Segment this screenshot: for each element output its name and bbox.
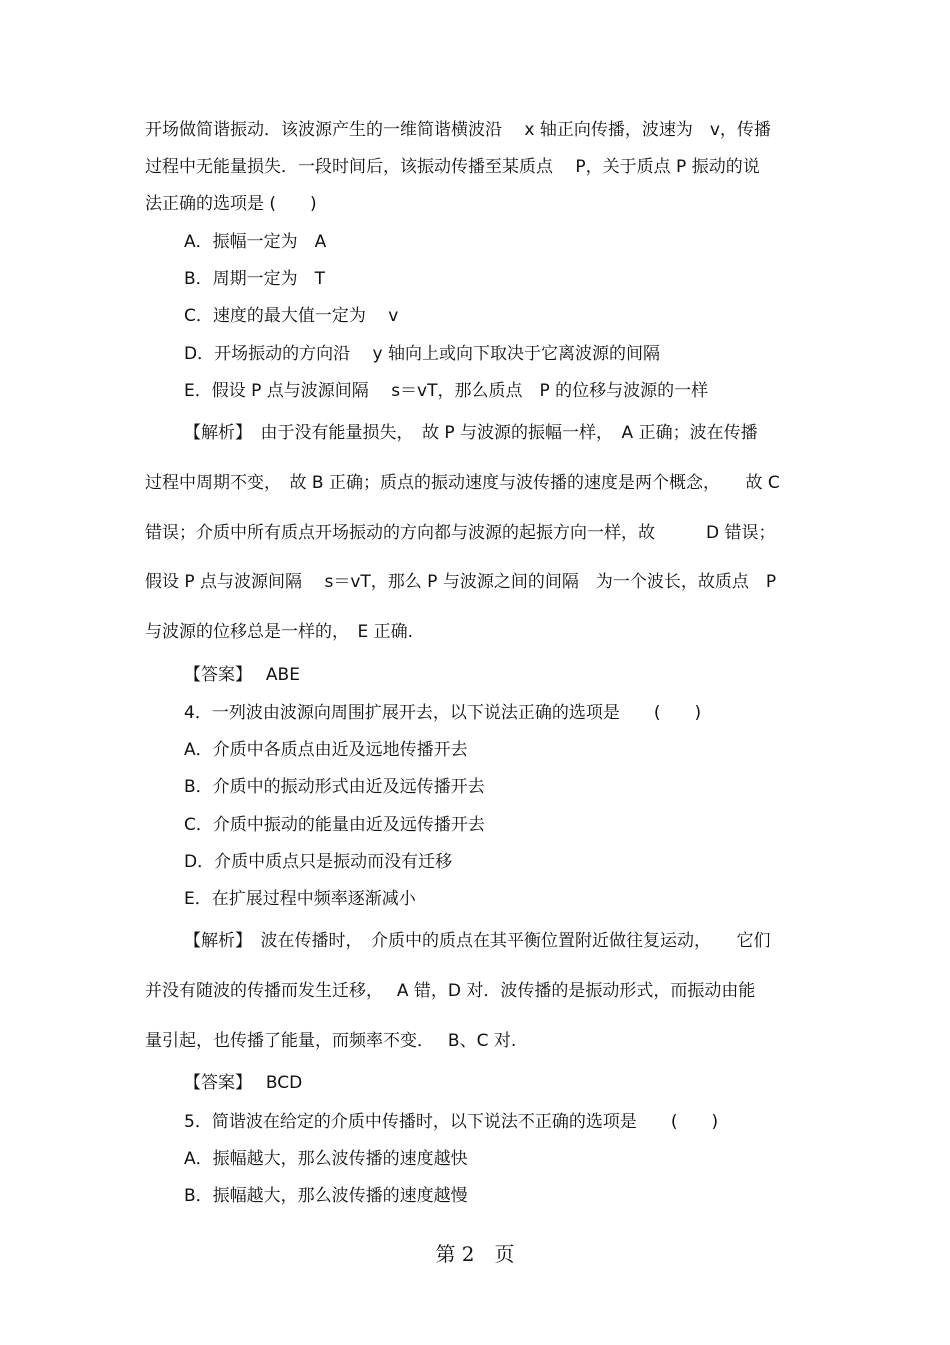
q3-option-e: E．假设 P 点与波源间隔 s＝vT，那么质点 P 的位移与波源的一样 <box>184 381 709 401</box>
q3-option-a: A．振幅一定为 A <box>184 232 327 252</box>
q3-analysis-line: 假设 P 点与波源间隔 s＝vT，那么 P 与波源之间的间隔 为一个波长，故质点 P <box>145 572 777 592</box>
q3-analysis-line: 过程中周期不变， 故 B 正确；质点的振动速度与波传播的速度是两个概念， 故 C <box>145 473 780 493</box>
q3-analysis-line: 【解析】 由于没有能量损失， 故 P 与波源的振幅一样， A 正确；波在传播 <box>184 423 758 443</box>
q4-option-a: A．介质中各质点由近及远地传播开去 <box>184 740 468 760</box>
q3-stem-line: 过程中无能量损失．一段时间后，该振动传播至某质点 P，关于质点 P 振动的说 <box>145 157 760 177</box>
q5-stem: 5．简谐波在给定的介质中传播时，以下说法不正确的选项是 ( ) <box>184 1112 719 1132</box>
q5-option-b: B．振幅越大，那么波传播的速度越慢 <box>184 1186 468 1206</box>
q3-stem-line: 法正确的选项是 ( ) <box>145 194 317 214</box>
page-number: 第 2 页 <box>435 1242 515 1266</box>
q4-analysis-line: 【解析】 波在传播时， 介质中的质点在其平衡位置附近做往复运动， 它们 <box>184 931 771 951</box>
q4-option-b: B．介质中的振动形式由近及远传播开去 <box>184 777 485 797</box>
q4-analysis-line: 量引起，也传播了能量，而频率不变． B、C 对. <box>145 1031 517 1051</box>
q4-analysis-line: 并没有随波的传播而发生迁移， A 错，D 对．波传播的是振动形式，而振动由能 <box>145 981 756 1001</box>
q4-option-e: E．在扩展过程中频率逐渐减小 <box>184 889 416 909</box>
q3-stem-line: 开场做简谐振动．该波源产生的一维简谐横波沿 x 轴正向传播，波速为 v，传播 <box>145 120 771 140</box>
q3-option-b: B．周期一定为 T <box>184 269 326 289</box>
q4-answer: 【答案】 BCD <box>184 1073 303 1093</box>
q3-answer: 【答案】 ABE <box>184 665 300 685</box>
q4-option-c: C．介质中振动的能量由近及远传播开去 <box>184 815 485 835</box>
q3-option-d: D．开场振动的方向沿 y 轴向上或向下取决于它离波源的间隔 <box>184 344 660 364</box>
q3-option-c: C．速度的最大值一定为 v <box>184 306 399 326</box>
q5-option-a: A．振幅越大，那么波传播的速度越快 <box>184 1149 468 1169</box>
q4-stem: 4．一列波由波源向周围扩展开去，以下说法正确的选项是 ( ) <box>184 703 702 723</box>
q3-analysis-line: 与波源的位移总是一样的， E 正确. <box>145 622 414 642</box>
q4-option-d: D．介质中质点只是振动而没有迁移 <box>184 852 453 872</box>
q3-analysis-line: 错误；介质中所有质点开场振动的方向都与波源的起振方向一样，故 D 错误； <box>145 523 776 543</box>
